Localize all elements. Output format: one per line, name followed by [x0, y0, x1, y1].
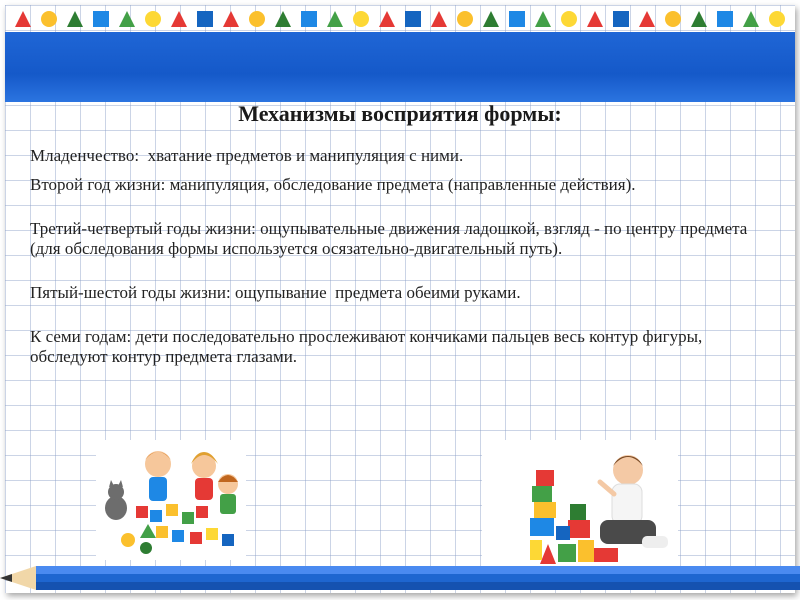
slide-body — [30, 146, 780, 367]
line-second-year: Второй год жизни: манипуляция, обследование предмета (направленные действия). — [30, 175, 636, 194]
decorative-shape — [431, 11, 447, 27]
decorative-shape — [249, 11, 265, 27]
decorative-shape — [535, 11, 551, 27]
decorative-shape — [587, 11, 603, 27]
decorative-shape — [93, 11, 109, 27]
decorative-shape — [457, 11, 473, 27]
decorative-shape — [509, 11, 525, 27]
toddler-with-blocks-photo — [482, 440, 678, 570]
decorative-shape — [639, 11, 655, 27]
line-fifth-sixth-year: Пятый-шестой годы жизни: ощупывание предмета обеими руками. — [30, 283, 521, 302]
decorative-shape — [275, 11, 291, 27]
decorative-shape — [301, 11, 317, 27]
pencil-decoration — [0, 560, 800, 596]
line-seven-years: К семи годам: дети последовательно прослеживают кончиками пальцев весь контур фигуры, обследуют контур предмета глазами. — [30, 327, 707, 366]
decorative-shape — [67, 11, 83, 27]
decorative-shape — [197, 11, 213, 27]
line-third-fourth-year: Третий-четвертый годы жизни: ощупывательные движения ладошкой, взгляд - по центру предмета (для обследования формы используется осязательно-двигательный путь). — [30, 219, 752, 258]
decorative-shape — [483, 11, 499, 27]
decorative-shape — [379, 11, 395, 27]
decorative-shape — [769, 11, 785, 27]
decorative-shape — [353, 11, 369, 27]
decorative-shape — [743, 11, 759, 27]
decorative-shape — [327, 11, 343, 27]
line-infancy: Младенчество: хватание предметов и манипуляция с ними. — [30, 146, 464, 165]
header-band — [5, 32, 795, 102]
slide-title: Механизмы восприятия формы: — [238, 101, 562, 126]
decorative-shape — [405, 11, 421, 27]
decorative-shape — [717, 11, 733, 27]
decorative-shape — [41, 11, 57, 27]
decorative-shapes-border — [5, 5, 795, 35]
decorative-shape — [15, 11, 31, 27]
decorative-shape — [613, 11, 629, 27]
decorative-shape — [665, 11, 681, 27]
decorative-shape — [145, 11, 161, 27]
decorative-shape — [561, 11, 577, 27]
decorative-shape — [171, 11, 187, 27]
decorative-shape — [223, 11, 239, 27]
decorative-shape — [691, 11, 707, 27]
decorative-shape — [119, 11, 135, 27]
children-playing-illustration — [96, 440, 246, 560]
